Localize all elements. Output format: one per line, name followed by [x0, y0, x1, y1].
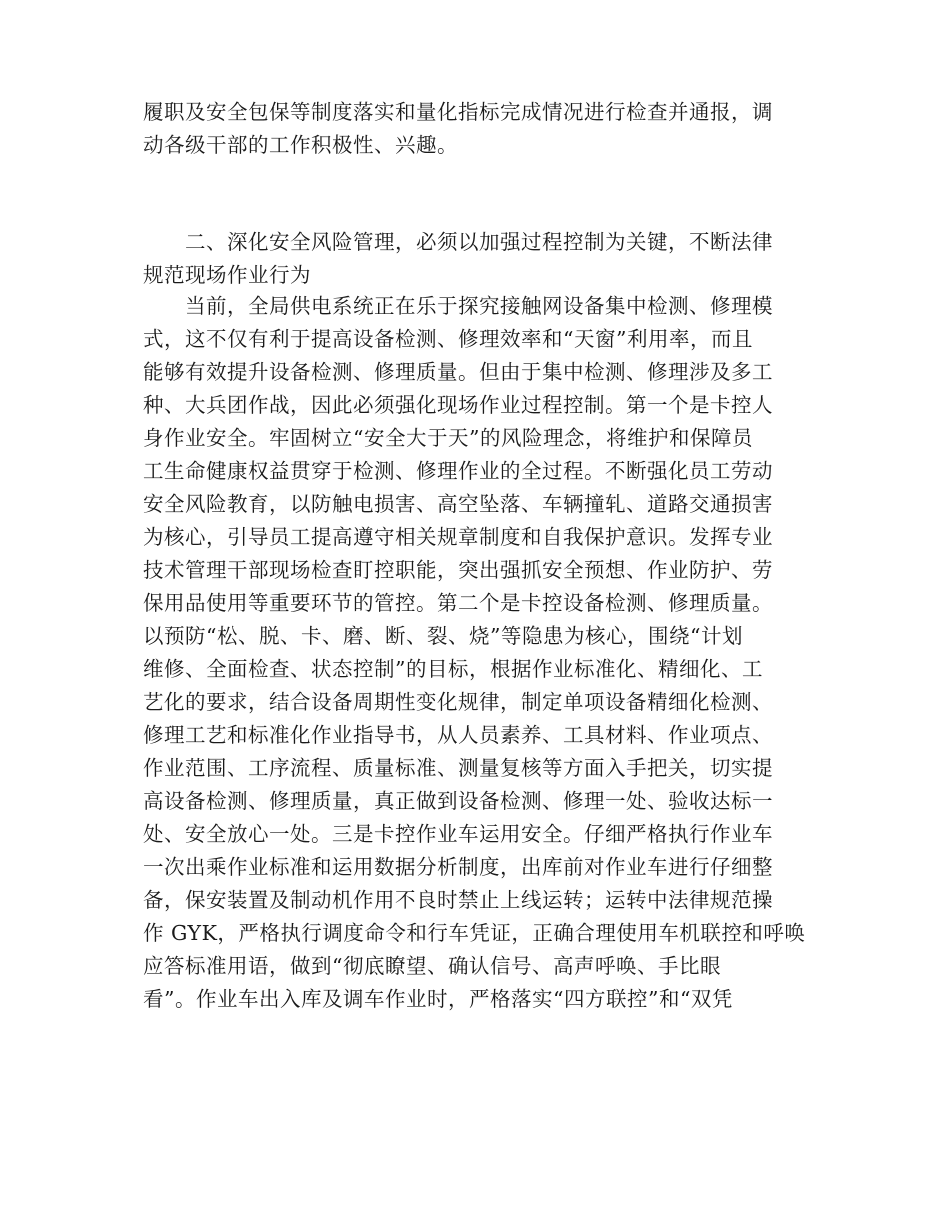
text-line: 动各级干部的工作积极性、兴趣。	[143, 133, 458, 157]
text-line: 履职及安全包保等制度落实和量化指标完成情况进行检查并通报，调	[143, 100, 773, 124]
text-line: 式，这不仅有利于提高设备检测、修理效率和“天窗”利用率，而且	[143, 327, 753, 351]
body-paragraph	[143, 290, 813, 1016]
text-line: 技术管理干部现场检查盯控职能，突出强抓安全预想、作业防护、劳	[143, 558, 773, 582]
text-line: 种、大兵团作战，因此必须强化现场作业过程控制。第一个是卡控人	[143, 393, 773, 417]
text-line: 备，保安装置及制动机作用不良时禁止上线运转；运转中法律规范操	[143, 888, 773, 912]
text-line: 工生命健康权益贯穿于检测、修理作业的全过程。不断强化员工劳动	[143, 459, 773, 483]
text-line: 看”。作业车出入库及调车作业时，严格落实“四方联控”和“双凭	[143, 987, 733, 1011]
text-line: 一次出乘作业标准和运用数据分析制度，出库前对作业车进行仔细整	[143, 855, 773, 879]
text-line: 二、深化安全风险管理，必须以加强过程控制为关键，不断法律	[185, 230, 773, 254]
text-line: 应答标准用语，做到“彻底瞭望、确认信号、高声呼唤、手比眼	[143, 954, 721, 978]
text-line: 能够有效提升设备检测、修理质量。但由于集中检测、修理涉及多工	[143, 360, 773, 384]
text-line: 作业范围、工序流程、质量标准、测量复核等方面入手把关，切实提	[143, 756, 773, 780]
text-line: 处、安全放心一处。三是卡控作业车运用安全。仔细严格执行作业车	[143, 822, 773, 846]
text-line: 为核心，引导员工提高遵守相关规章制度和自我保护意识。发挥专业	[143, 525, 773, 549]
text-line: 以预防“松、脱、卡、磨、断、裂、烧”等隐患为核心，围绕“计划	[143, 624, 743, 648]
text-line: 规范现场作业行为	[143, 263, 311, 287]
text-line: 艺化的要求，结合设备周期性变化规律，制定单项设备精细化检测、	[143, 690, 773, 714]
text-line: 身作业安全。牢固树立“安全大于天”的风险理念，将维护和保障员	[143, 426, 753, 450]
paragraph-continuation	[143, 96, 813, 162]
text-line: 维修、全面检查、状态控制”的目标，根据作业标准化、精细化、工	[143, 657, 763, 681]
section-heading	[143, 226, 813, 292]
text-line: 高设备检测、修理质量，真正做到设备检测、修理一处、验收达标一	[143, 789, 773, 813]
text-line: 修理工艺和标准化作业指导书，从人员素养、工具材料、作业项点、	[143, 723, 773, 747]
text-line: 当前，全局供电系统正在乐于探究接触网设备集中检测、修理模	[185, 294, 773, 318]
text-line: 保用品使用等重要环节的管控。第二个是卡控设备检测、修理质量。	[143, 591, 773, 615]
text-line: 安全风险教育，以防触电损害、高空坠落、车辆撞轧、道路交通损害	[143, 492, 773, 516]
text-line: 作 GYK，严格执行调度命令和行车凭证，正确合理使用车机联控和呼唤	[143, 921, 806, 945]
